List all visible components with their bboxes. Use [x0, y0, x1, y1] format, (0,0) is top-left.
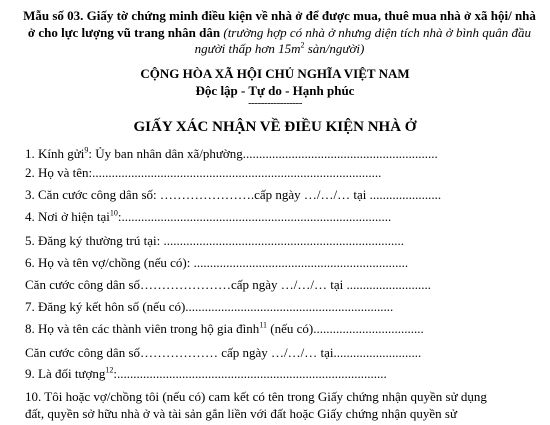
- line-beneficiary-type: [25, 366, 540, 382]
- line-text: 4. Nơi ở hiện tại: [25, 209, 110, 224]
- national-motto: Độc lập - Tự do - Hạnh phúc: [195, 83, 355, 98]
- footnote-mark: 9: [84, 146, 89, 155]
- line-full-name: 2. Họ và tên:.........................................................................................: [25, 165, 382, 180]
- form-condition-note-end: sàn/người): [304, 41, 365, 56]
- superscript: 2: [300, 40, 305, 50]
- line-spouse-name: 6. Họ và tên vợ/chồng (nếu có): ..................................................................: [25, 255, 409, 270]
- line-text: : Ủy ban nhân dân xã/phường............................................................: [88, 146, 438, 161]
- document-title: GIẤY XÁC NHẬN VỀ ĐIỀU KIỆN NHÀ Ở: [133, 119, 417, 135]
- line-commitment: 10. Tôi hoặc vợ/chồng tôi (nếu có) cam kết có tên trong Giấy chứng nhận quyền sử dụng: [25, 389, 487, 404]
- footnote-mark: 10: [109, 209, 118, 218]
- footnote-mark: 12: [105, 366, 114, 375]
- national-name: CỘNG HÒA XÃ HỘI CHỦ NGHĨA VIỆT NAM: [140, 66, 410, 81]
- form-number-heading: Mẫu số 03. Giấy tờ chứng minh điều kiện về nhà ở để được mua, thuê mua nhà ở xã hội/ nhà ở cho lực lượng vũ trang nhân dân: [23, 8, 536, 40]
- form-header: [22, 8, 537, 58]
- footnote-mark: 11: [259, 321, 268, 330]
- line-current-address: [25, 209, 540, 225]
- line-member-citizen-id: Căn cước công dân số……………… cấp ngày …/…/… tại...........................: [25, 345, 422, 360]
- line-text: :...................................................................................: [113, 366, 387, 381]
- line-recipient: [25, 146, 540, 162]
- line-text: (nếu có)..................................: [267, 321, 424, 336]
- divider: -----------------: [248, 97, 302, 109]
- line-citizen-id: 3. Căn cước công dân số: ………………….cấp ngày …/…/… tại ......................: [25, 187, 442, 202]
- line-commitment-continued: đất, quyền sở hữu nhà ở và tài sản gắn liền với đất hoặc Giấy chứng nhận quyền sử: [25, 406, 458, 421]
- line-text: 9. Là đối tượng: [25, 366, 106, 381]
- line-household-members: [25, 321, 540, 337]
- line-spouse-citizen-id: Căn cước công dân số…………………cấp ngày …/…/… tại ..........................: [25, 277, 432, 292]
- form-condition-note: (trường hợp có nhà ở nhưng diện tích nhà ở bình quân đầu người thấp hơn 15m: [194, 24, 532, 56]
- line-text: 8. Họ và tên các thành viên trong hộ gia đình: [25, 321, 260, 336]
- line-text: 1. Kính gửi: [25, 146, 85, 161]
- line-permanent-residence: 5. Đăng ký thường trú tại: ..........................................................................: [25, 233, 404, 248]
- line-text: :...................................................................................: [117, 209, 392, 224]
- line-marriage-registration: 7. Đăng ký kết hôn số (nếu có)................................................................: [25, 299, 394, 314]
